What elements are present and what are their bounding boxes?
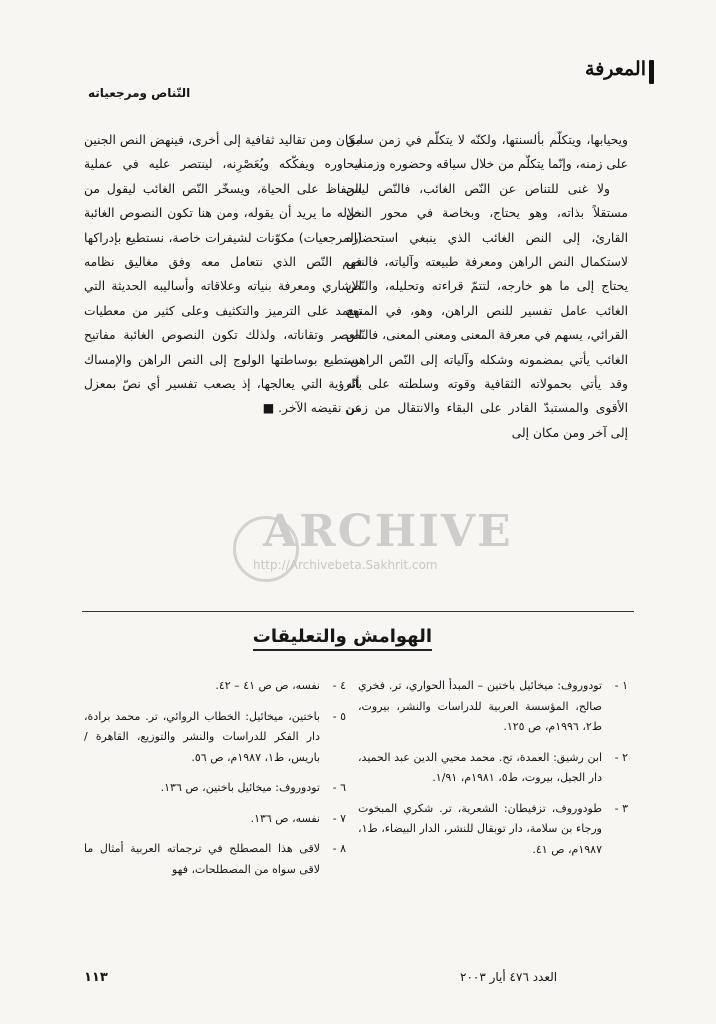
logo-mark	[649, 60, 654, 84]
footnote-number: ٥ -	[332, 709, 346, 723]
page-number: ١١٣	[84, 970, 108, 985]
paragraph: ولا غنى للتناص عن النّص الغائب، فالنّص ليس مستقلاً بذاته، وهو يحتاج، وبخاصة في محور النص القارئ، إلى النص الغائب الذي ينبغي استحضاره لاستكمال النص الراهن ومعرفة طبيعته وآلياته، فالنص يحتاج إلى ما هو خارجه، لتتمّ قراءته وتحليله، والنّص الغائب عامل تفسير للنص الراهن، وهو، في المنهج القرائي، يسهم في معرفة المعنى ومعنى المعنى، فالنّص الغائب يأتي بمضمونه وشكله وآلياته إلى النّص الراهن، وقد يأتي بحمولاته الثقافية وقوته وسلطته على أنّه الأقوى والمستبدّ القادر على البقاء والانتقال من زمن إلى آخر ومن مكان إلى	[346, 181, 628, 440]
notes-column-left	[84, 676, 346, 890]
footnote	[84, 839, 346, 880]
watermark-word: ARCHIVE	[263, 506, 513, 557]
body-column-right	[346, 128, 628, 445]
footnote-text: تودوروف: ميخائيل باختين – المبدأ الحواري، تر. فخري صالح، المؤسسة العربية للدراسات والنشر، بيروت، ط٢، ١٩٩٦م، ص ١٢٥.	[358, 679, 602, 733]
footnote-text: نفسه، ص ص ٤١ – ٤٢.	[215, 679, 320, 692]
footnote-number: ٨ -	[332, 842, 346, 855]
end-of-article-mark: ■	[262, 401, 275, 416]
footnote-text: طودوروف، تزفيطان: الشعرية، تر. شكري المبخوت ورجاء بن سلامة، دار توبقال للنشر، الدار البيضاء، ط١، ١٩٨٧م، ص ٤١.	[358, 801, 602, 856]
magazine-logo: المعرفة	[585, 58, 646, 80]
footnote	[358, 676, 628, 738]
footnote	[84, 778, 346, 799]
paragraph	[84, 128, 362, 421]
watermark-ring-icon	[233, 516, 299, 582]
body-column-left	[84, 128, 362, 421]
notes-column-right	[358, 676, 628, 870]
footnote	[358, 748, 628, 789]
footnote-number: ٧ -	[332, 811, 346, 825]
footnote-number: ٤ -	[332, 679, 346, 692]
watermark-url: http://Archivebeta.Sakhrit.com	[253, 558, 438, 572]
footnote	[84, 676, 346, 697]
footnote-text: باختين، ميخائيل: الخطاب الروائي، تر. محمد برادة، دار الفكر للدراسات والنشر والتوزيع، القاهرة / باريس، ط١، ١٩٨٧م، ص ٥٦.	[84, 709, 320, 764]
footnote-text: تودوروف: ميخائيل باختين، ص ١٣٦.	[160, 781, 320, 794]
notes-heading: الهوامش والتعليقات	[253, 626, 432, 651]
footnote-text: نفسه، ص ١٣٦.	[250, 811, 320, 825]
paragraph: ويحيابها، ويتكلّم بألسنتها، ولكنّه لا يتكلّم في زمن سابق على زمنه، وإنّما يتكلّم من خلال سياقه وحضوره وزمنه.	[346, 133, 628, 172]
footnote	[84, 707, 346, 769]
issue-info: العدد ٤٧٦ أيار ٢٠٠٣	[460, 970, 558, 984]
footnote	[84, 809, 346, 830]
footnote-number: ٦ -	[332, 781, 346, 794]
paragraph-text: مكان ومن تقاليد ثقافية إلى أخرى، فينهض النص الجنين ليحاوره ويفكّكه ويُعَصْرِنه، لينتصر عليه في عملية الحفاظ على الحياة، ويسخّر النّص الغائب ليقول من خلاله ما يريد أن يقوله، ومن هنا تكون النصوص الغائبة (المرجعيات) مكوّنات لشيفرات خاصة، نستطيع بإدراكها فهم النّص الذي نتعامل معه وفق مغاليق نظامه الإشاري ومعرفة بنياته وعلاقاته وأساليبه الحديثة التي تعتمد على الترميز والتكثيف وعلى كثير من معطيات العصر وتقاناته، ولذلك تكون النصوص الغائبة مفاتيح نستطيع بوساطتها الولوج إلى النص الراهن والإمساك بالرؤية التي يعالجها، إذ يصعب تفسير أي نصّ بمعزل عن نقيضه الآخر.	[84, 133, 362, 416]
section-divider	[82, 611, 634, 612]
footnote-number: ٢ -	[614, 750, 628, 764]
footnote-text: لاقى هذا المصطلح في ترجماته العربية أمثال ما لاقى سواه من المصطلحات، فهو	[84, 842, 320, 876]
archive-watermark	[233, 506, 513, 596]
footnote-number: ١ -	[614, 679, 628, 692]
footnote-text: ابن رشيق: العمدة، تح. محمد محيي الدين عبد الحميد، دار الجيل، بيروت، ط٥، ١٩٨١م، ١/٩١.	[358, 750, 602, 784]
footnote-number: ٣ -	[614, 801, 628, 815]
footnote	[358, 799, 628, 861]
running-title: التّناص ومرجعياته	[88, 86, 191, 100]
